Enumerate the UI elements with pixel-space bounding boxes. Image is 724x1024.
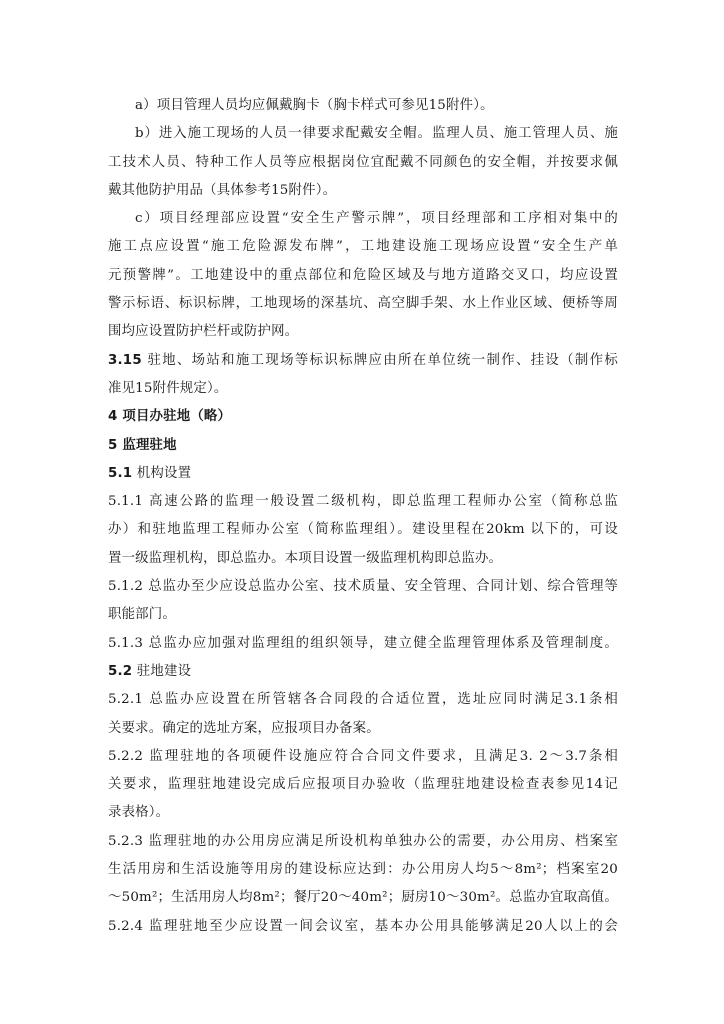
heading-5: 5 监理驻地 bbox=[108, 437, 177, 453]
paragraph-b-line-3: 戴其他防护用品（具体参考15附件）。 bbox=[108, 182, 337, 198]
para-5-1-3-line-1: 5.1.3 总监办应加强对监理组的组织领导，建立健全监理管理体系及管理制度。 bbox=[108, 635, 618, 651]
para-5-2-1-line-2: 关要求。确定的选址方案，应报项目办备案。 bbox=[108, 720, 380, 736]
para-5-1-2-line-2: 职能部门。 bbox=[108, 607, 176, 623]
section-number: 3.15 bbox=[108, 352, 142, 368]
heading-5-1: 5.1 机构设置 bbox=[108, 465, 192, 481]
paragraph-c-line-3: 元预警牌”。工地建设中的重点部位和危险区域及与地方道路交叉口，均应设置 bbox=[108, 267, 618, 283]
para-5-1-2-line-1: 5.1.2 总监办至少应设总监办公室、技术质量、安全管理、合同计划、综合管理等 bbox=[108, 579, 618, 595]
para-5-2-3-line-2: 生活用房和生活设施等用房的建设标应达到：办公用房人均5～8m²；档案室20 bbox=[108, 862, 618, 878]
paragraph-c-line-4: 警示标语、标识标牌，工地现场的深基坑、高空脚手架、水上作业区域、便桥等周 bbox=[108, 296, 618, 312]
para-5-2-2-line-3: 录表格）。 bbox=[108, 805, 170, 821]
document-page bbox=[108, 92, 618, 941]
section-3-15-line-2: 准见15附件规定）。 bbox=[108, 380, 228, 396]
para-5-2-3-line-1: 5.2.3 监理驻地的办公用房应满足所设机构单独办公的需要，办公用房、档案室 bbox=[108, 833, 618, 849]
para-5-2-3-line-3: ～50m²；生活用房人均8m²；餐厅20～40m²；厨房10～30m²。总监办宜取高值。 bbox=[108, 890, 618, 906]
para-5-1-1-line-2: 办）和驻地监理工程师办公室（简称监理组）。建设里程在20km 以下的，可设 bbox=[108, 522, 618, 538]
paragraph-b-line-1: b）进入施工现场的人员一律要求配戴安全帽。监理人员、施工管理人员、施 bbox=[135, 126, 618, 142]
heading-5-2: 5.2 驻地建设 bbox=[108, 663, 192, 679]
paragraph-c-line-1: c）项目经理部应设置“安全生产警示牌”，项目经理部和工序相对集中的 bbox=[135, 211, 618, 227]
para-5-2-4-line-1: 5.2.4 监理驻地至少应设置一间会议室，基本办公用具能够满足20人以上的会 bbox=[108, 918, 618, 934]
section-3-15-line-1: 3.15 驻地、场站和施工现场等标识标牌应由所在单位统一制作、挂设（制作标 bbox=[108, 352, 618, 368]
paragraph-c-line-5: 围均应设置防护栏杆或防护网。 bbox=[108, 324, 299, 340]
paragraph-a: a）项目管理人员均应佩戴胸卡（胸卡样式可参见15附件）。 bbox=[135, 98, 494, 113]
para-5-1-1-line-1: 5.1.1 高速公路的监理一般设置二级机构，即总监理工程师办公室（简称总监 bbox=[108, 494, 618, 510]
heading-4: 4 项目办驻地（略） bbox=[108, 409, 232, 425]
para-5-2-1-line-1: 5.2.1 总监办应设置在所管辖各合同段的合适位置，选址应同时满足3.1条相 bbox=[108, 692, 618, 708]
para-5-2-2-line-1: 5.2.2 监理驻地的各项硬件设施应符合合同文件要求，且满足3. 2～3.7条相 bbox=[108, 748, 618, 764]
para-5-1-1-line-3: 置一级监理机构，即总监办。本项目设置一级监理机构即总监办。 bbox=[108, 550, 503, 566]
paragraph-b-line-2: 工技术人员、特种工作人员等应根据岗位宜配戴不同颜色的安全帽，并按要求佩 bbox=[108, 154, 618, 170]
paragraph-c-line-2: 施工点应设置“施工危险源发布牌”，工地建设施工现场应设置“安全生产单 bbox=[108, 239, 618, 255]
para-5-2-2-line-2: 关要求，监理驻地建设完成后应报项目办验收（监理驻地建设检查表参见14记 bbox=[108, 777, 618, 793]
